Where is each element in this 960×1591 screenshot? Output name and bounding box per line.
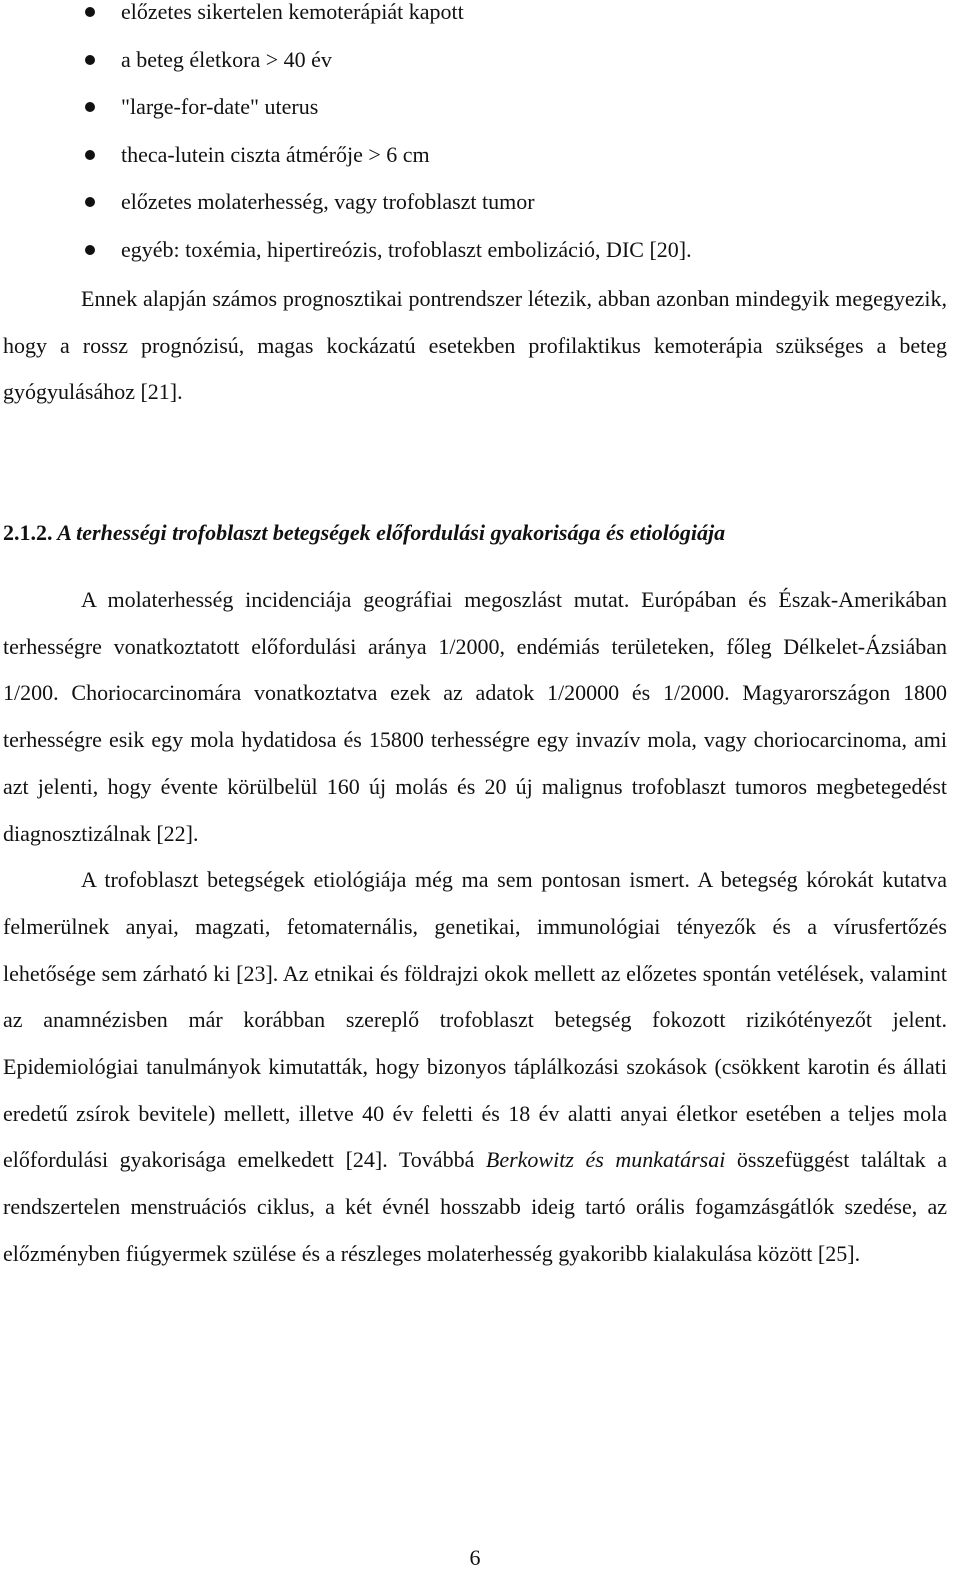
list-item-text: theca-lutein ciszta átmérője > 6 cm [121, 141, 430, 167]
risk-factor-list [3, 0, 947, 285]
section-heading [3, 518, 947, 548]
list-item-text: előzetes sikertelen kemoterápiát kapott [121, 0, 464, 24]
page-number: 6 [469, 1545, 481, 1570]
bullet-icon [85, 102, 95, 112]
bullet-icon [85, 245, 95, 255]
bullet-icon [85, 150, 95, 160]
section-title: A terhességi trofoblaszt betegségek előfordulási gyakorisága és etiológiája [57, 520, 726, 545]
author-citation: Berkowitz és munkatársai [485, 1147, 726, 1173]
list-item-text: "large-for-date" uterus [121, 94, 319, 119]
list-item-text: a beteg életkora > 40 év [121, 46, 332, 72]
prognosis-paragraph: Ennek alapján számos prognosztikai pontrendszer létezik, abban azonban mindegyik megegyezik, hogy a rossz prognózisú, magas kockázatú esetekben profilaktikus kemoterápia szükséges a beteg gyógyulásához [21]. [3, 286, 947, 405]
list-item-text: előzetes molaterhesség, vagy trofoblaszt tumor [121, 189, 535, 214]
bullet-icon [85, 55, 95, 65]
incidence-paragraph: A molaterhesség incidenciája geográfiai megoszlást mutat. Európában és Észak-Amerikában terhességre vonatkoztatott előfordulási aránya 1/2000, endémiás területeken, főleg Délkelet-Ázsiában 1/200. Choriocarcinomára vonatkoztatva ezek az adatok 1/20000 és 1/2000. Magyarországon 1800 terhességre esik egy mola hydatidosa és 15800 terhességre egy invazív mola, vagy choriocarcinoma, ami azt jelenti, hogy évente körülbelül 160 új molás és 20 új malignus trofoblaszt tumoros megbetegedést diagnosztizálnak [22]. [3, 587, 947, 846]
section-body [3, 577, 947, 1278]
etiology-text-end: összefüggést találtak a rendszertelen menstruációs ciklus, a két évnél hosszabb ideig tartó orális fogamzásgátlók szedése, az előzményben fiúgyermek szülése és a részleges molaterhesség gyakoribb kialakulása között [25]. [3, 1147, 947, 1266]
etiology-text-start: A trofoblaszt betegségek etiológiája még ma sem pontosan ismert. A betegség kórokát kutatva felmerülnek anyai, magzati, fetomaternális, genetikai, immunológiai tényezők és a vírusfertőzés lehetősége sem zárható ki [23]. Az etnikai és földrajzi okok mellett az előzetes spontán vetélések, valamint az anamnézisben már korábban szereplő trofoblaszt betegség fokozott rizikótényezőt jelent. Epidemiológiai tanulmányok kimutatták, hogy bizonyos táplálkozási szokások (csökkent karotin és állati eredetű zsírok bevitele) mellett, illetve 40 év feletti és 18 év alatti anyai életkor esetében a teljes mola előfordulási gyakorisága emelkedett [24]. Továbbá [3, 867, 947, 1173]
list-item [3, 48, 947, 96]
prognosis-paragraph-block [3, 276, 947, 416]
section-number: 2.1.2. [3, 520, 53, 545]
bullet-icon [85, 197, 95, 207]
bullet-list [3, 0, 947, 285]
bullet-icon [85, 7, 95, 17]
list-item [3, 95, 947, 143]
list-item [3, 143, 947, 191]
list-item [3, 0, 947, 48]
list-item-text: egyéb: toxémia, hipertireózis, trofoblaszt embolizáció, DIC [20]. [121, 236, 692, 262]
etiology-paragraph [3, 857, 947, 1277]
list-item [3, 190, 947, 238]
